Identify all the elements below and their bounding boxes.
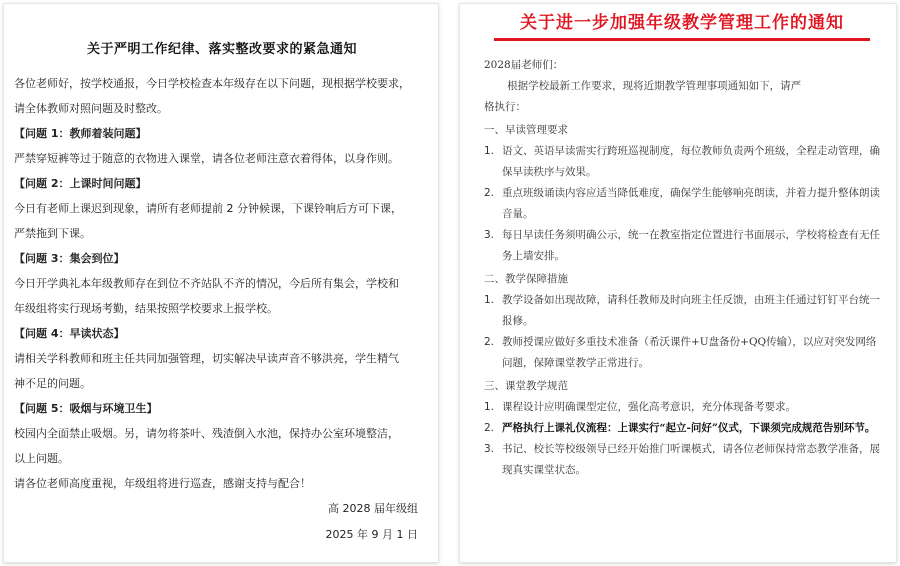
- issue-heading: 【问题 3：集会到位】: [14, 252, 125, 265]
- salutation: 2028届老师们：: [484, 59, 564, 71]
- item-text-bold: 严格执行上课礼仪流程：上课实行“起立-问好”仪式，下课须完成规范告别环节。: [502, 422, 876, 434]
- document-date: 2025 年 9 月 1 日: [325, 528, 418, 541]
- issue-text: 神不足的问题。: [14, 377, 91, 390]
- list-item: [484, 397, 880, 418]
- item-text: 每日早读任务须明确公示，统一在教室指定位置进行书面展示，学校将检查有无任务上墙安排。: [502, 229, 880, 262]
- item-text: 课程设计应明确课型定位，强化高考意识，充分体现备考要求。: [502, 401, 796, 413]
- issue-text: 今日有老师上课迟到现象，请所有老师提前 2 分钟候课，下课铃响后方可下课，: [14, 202, 402, 215]
- list-item: [484, 141, 880, 183]
- issue-text: 今日开学典礼本年级教师存在到位不齐站队不齐的情况，今后所有集会，学校和: [14, 277, 399, 290]
- item-number: 3.: [484, 443, 495, 455]
- intro-line: 根据学校最新工作要求，现将近期教学管理事项通知如下，请严: [507, 80, 802, 92]
- left-document-page: [4, 4, 438, 562]
- list-item: [484, 439, 880, 481]
- issue-text: 严禁穿短裤等过于随意的衣物进入课堂，请各位老师注意衣着得体，以身作则。: [14, 152, 399, 165]
- closing-text: 请各位老师高度重视，年级组将进行巡查，感谢支持与配合！: [14, 477, 311, 490]
- issue-heading: 【问题 5：吸烟与环境卫生】: [14, 402, 158, 415]
- item-text: 重点班级诵读内容应适当降低难度，确保学生能够响亮朗读，并着力提升整体朗读音量。: [502, 187, 880, 220]
- section-heading: 二、教学保障措施: [484, 273, 568, 285]
- item-number: 2.: [484, 187, 495, 199]
- list-item: [484, 225, 880, 267]
- issue-text: 以上问题。: [14, 452, 69, 465]
- item-number: 2.: [484, 336, 495, 348]
- title-underline: [494, 38, 870, 41]
- list-item: [484, 290, 880, 332]
- item-number: 1.: [484, 294, 495, 306]
- signature: 高 2028 届年级组: [328, 502, 418, 515]
- issue-text: 校园内全面禁止吸烟。另，请勿将茶叶、残渣倒入水池，保持办公室环境整洁，: [14, 427, 399, 440]
- section-heading: 一、早读管理要求: [484, 124, 568, 136]
- issue-text: 年级组将实行现场考勤，结果按照学校要求上报学校。: [14, 302, 278, 315]
- left-intro-line: 请全体教师对照问题及时整改。: [14, 102, 168, 115]
- issue-heading: 【问题 4：早读状态】: [14, 327, 125, 340]
- list-item: [484, 418, 880, 439]
- list-item: [484, 183, 880, 225]
- left-document-title: 关于严明工作纪律、落实整改要求的紧急通知: [86, 42, 357, 57]
- right-document-title: 关于进一步加强年级教学管理工作的通知: [520, 13, 844, 33]
- item-number: 2.: [484, 422, 495, 434]
- list-item: [484, 332, 880, 374]
- item-text: 教师授课应做好多重技术准备（希沃课件+U盘备份+QQ传输），以应对突发网络问题，保障课堂教学正常进行。: [502, 336, 877, 369]
- left-intro-line: 各位老师好，按学校通报，今日学校检查本年级存在以下问题，现根据学校要求，: [14, 77, 410, 90]
- issue-text: 严禁拖到下课。: [14, 227, 91, 240]
- item-number: 1.: [484, 401, 495, 413]
- item-text: 书记、校长等校级领导已经开始推门听课模式，请各位老师保持常态教学准备，展现真实课堂状态。: [502, 443, 880, 476]
- item-text: 教学设备如出现故障，请科任教师及时向班主任反馈，由班主任通过钉钉平台统一报修。: [502, 294, 880, 327]
- section-heading: 三、课堂教学规范: [484, 380, 568, 392]
- right-document-page: [460, 4, 896, 562]
- item-number: 1.: [484, 145, 495, 157]
- issue-heading: 【问题 1：教师着装问题】: [14, 127, 147, 140]
- issue-text: 请相关学科教师和班主任共同加强管理，切实解决早读声音不够洪亮，学生精气: [14, 352, 399, 365]
- item-number: 3.: [484, 229, 495, 241]
- item-text: 语文、英语早读需实行跨班巡视制度，每位教师负责两个班级，全程走动管理，确保早读秩序与效果。: [502, 145, 880, 178]
- issue-heading: 【问题 2：上课时间问题】: [14, 177, 147, 190]
- intro-line: 格执行：: [484, 101, 526, 113]
